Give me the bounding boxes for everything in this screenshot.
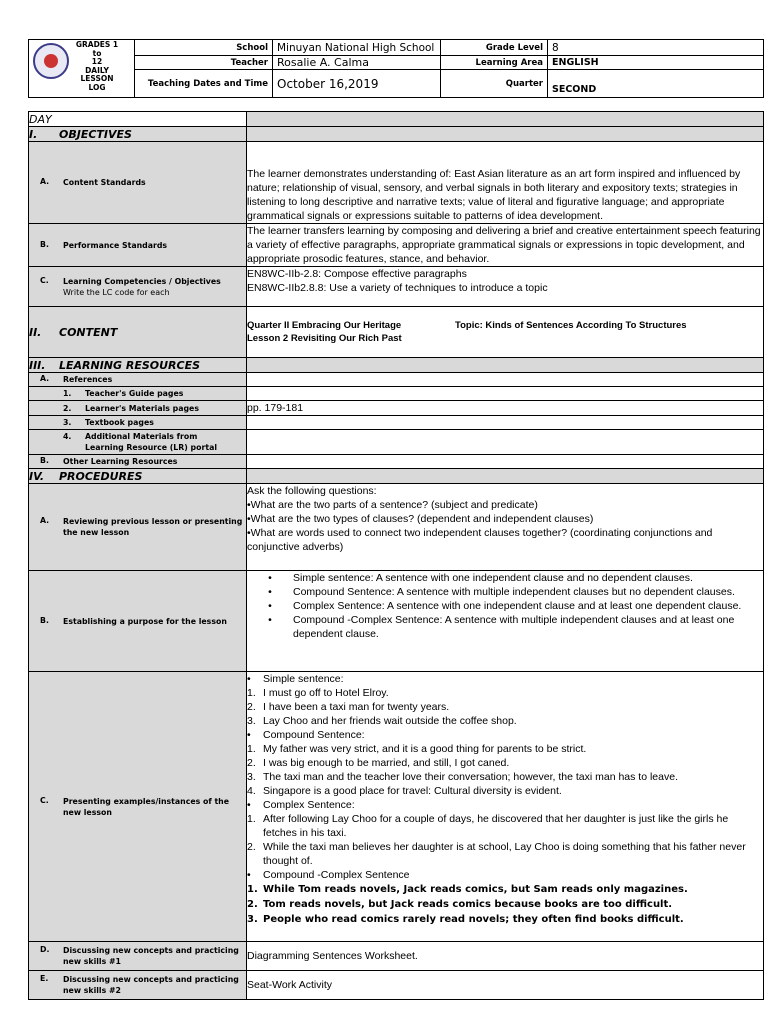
- additional-materials-label: 4. Additional Materials from Learning Resource (LR) portal: [29, 430, 247, 455]
- purpose-label: B. Establishing a purpose for the lesson: [29, 571, 247, 672]
- content-text: Quarter II Embracing Our Heritage Topic: Kinds of Sentences According To Structures Lesson 2 Revisiting Our Rich Past: [247, 307, 764, 358]
- learning-area-label: Learning Area: [441, 56, 548, 70]
- discussing-1-label: D. Discussing new concepts and practicing new skills #1: [29, 942, 247, 971]
- presenting-label: C. Presenting examples/instances of the new lesson: [29, 672, 247, 942]
- competencies-label: C. Learning Competencies / Objectives Write the LC code for each: [29, 267, 247, 307]
- discussing-2-text: Seat-Work Activity: [247, 971, 764, 1000]
- references-label: A. References: [29, 373, 247, 387]
- grade-level-label: Grade Level: [441, 40, 548, 56]
- performance-standards-label: B. Performance Standards: [29, 224, 247, 267]
- teachers-guide-label: 1. Teacher's Guide pages: [29, 387, 247, 401]
- grade-level-value: 8: [548, 40, 764, 56]
- quarter-label: Quarter: [441, 70, 548, 98]
- discussing-1-text: Diagramming Sentences Worksheet.: [247, 942, 764, 971]
- content-heading: II. CONTENT: [29, 307, 247, 358]
- reviewing-text: Ask the following questions: •What are the two parts of a sentence? (subject and predicate) •What are the two types of clauses? (dependent and independent clauses) •What are words used to connect two independent clauses together? (coordinating conjunctions and conjunctive adverbs): [247, 484, 764, 571]
- list-item: • Complex Sentence: A sentence with one independent clause and at least one dependent clause.: [268, 600, 742, 612]
- reviewing-label: A. Reviewing previous lesson or presenting the new lesson: [29, 484, 247, 571]
- learners-materials-label: 2. Learner's Materials pages: [29, 401, 247, 416]
- school-value: Minuyan National High School: [273, 40, 441, 56]
- additional-materials-value: [247, 430, 764, 455]
- school-label: School: [135, 40, 273, 56]
- discussing-2-label: E. Discussing new concepts and practicing new skills #2: [29, 971, 247, 1000]
- procedures-heading: IV. PROCEDURES: [29, 469, 247, 484]
- performance-standards-text: The learner transfers learning by composing and delivering a brief and creative entertainment speech featuring a variety of effective paragraphs, appropriate grammatical signals or expressions in topic development, and appropriate prosodic features, stance, and behavior.: [247, 224, 764, 267]
- resources-heading: III. LEARNING RESOURCES: [29, 358, 247, 373]
- deped-seal-icon: [33, 43, 69, 79]
- teachers-guide-value: [247, 387, 764, 401]
- day-cell: DAY: [29, 112, 247, 127]
- presenting-text: • Simple sentence: 1. I must go off to Hotel Elroy. 2. I have been a taxi man for twenty years. 3. Lay Choo and her friends wait outside the coffee shop. • Compound Sentence: 1. My father was very strict, and it is a good thing for parents to be strict. 2. I was big enough to be married, and still, I got caned. 3. The taxi man and the teacher love their conversation; however, the taxi man has to leave. 4. Singapore is a good place for travel: Cultural diversity is evident. • Complex Sentence: 1. After following Lay Choo for a couple of days, he discovered that her daughter is just like the girls he fetches in his taxi. 2. While the taxi man believes her daughter is at school, Lay Choo is doing something that his father never thought of. • Compound -Complex Sentence 1. While Tom reads novels, Jack reads comics, but Sam reads only magazines. 2. Tom reads novels, but Jack reads comics because books are too difficult. 3. People who read comics rarely read novels; they often find books difficult.: [247, 672, 764, 942]
- list-item: • Compound Sentence: A sentence with multiple independent clauses but no dependent clauses.: [268, 586, 735, 598]
- quarter-value: SECOND: [548, 70, 764, 98]
- competencies-text: EN8WC-IIb-2.8: Compose effective paragraphs EN8WC-IIb2.8.8: Use a variety of techniques to introduce a topic: [247, 267, 764, 307]
- textbook-value: [247, 416, 764, 430]
- lesson-table: [28, 111, 764, 1000]
- content-standards-text: The learner demonstrates understanding of: East Asian literature as an art form inspired and influenced by nature; relationship of visual, sensory, and verbal signals in both literary and expository texts; strategies in listening to long descriptive and narrative texts; value of literal and figurative language; and appropriate grammatical signals or expressions suitable to patterns of idea development.: [247, 142, 764, 224]
- teacher-value: Rosalie A. Calma: [273, 56, 441, 70]
- teacher-label: Teacher: [135, 56, 273, 70]
- day-value-cell: [247, 112, 764, 127]
- other-resources-label: B. Other Learning Resources: [29, 455, 247, 469]
- list-item: • Simple sentence: A sentence with one independent clause and no dependent clauses.: [268, 572, 693, 584]
- grades-title: GRADES 1 to 12 DAILY LESSON LOG: [75, 40, 119, 92]
- learning-area-value: ENGLISH: [548, 56, 764, 70]
- learners-materials-value: pp. 179-181: [247, 401, 764, 416]
- logo-cell: [29, 40, 135, 98]
- purpose-list: [247, 571, 764, 672]
- textbook-label: 3. Textbook pages: [29, 416, 247, 430]
- list-item: • Compound -Complex Sentence: A sentence with multiple independent clauses and at least one dependent clause.: [268, 614, 735, 640]
- dates-value: October 16,2019: [273, 70, 441, 98]
- dates-label: Teaching Dates and Time: [135, 70, 273, 98]
- objectives-heading: I. OBJECTIVES: [29, 127, 247, 142]
- content-standards-label: A. Content Standards: [29, 142, 247, 224]
- header-table: [28, 39, 764, 98]
